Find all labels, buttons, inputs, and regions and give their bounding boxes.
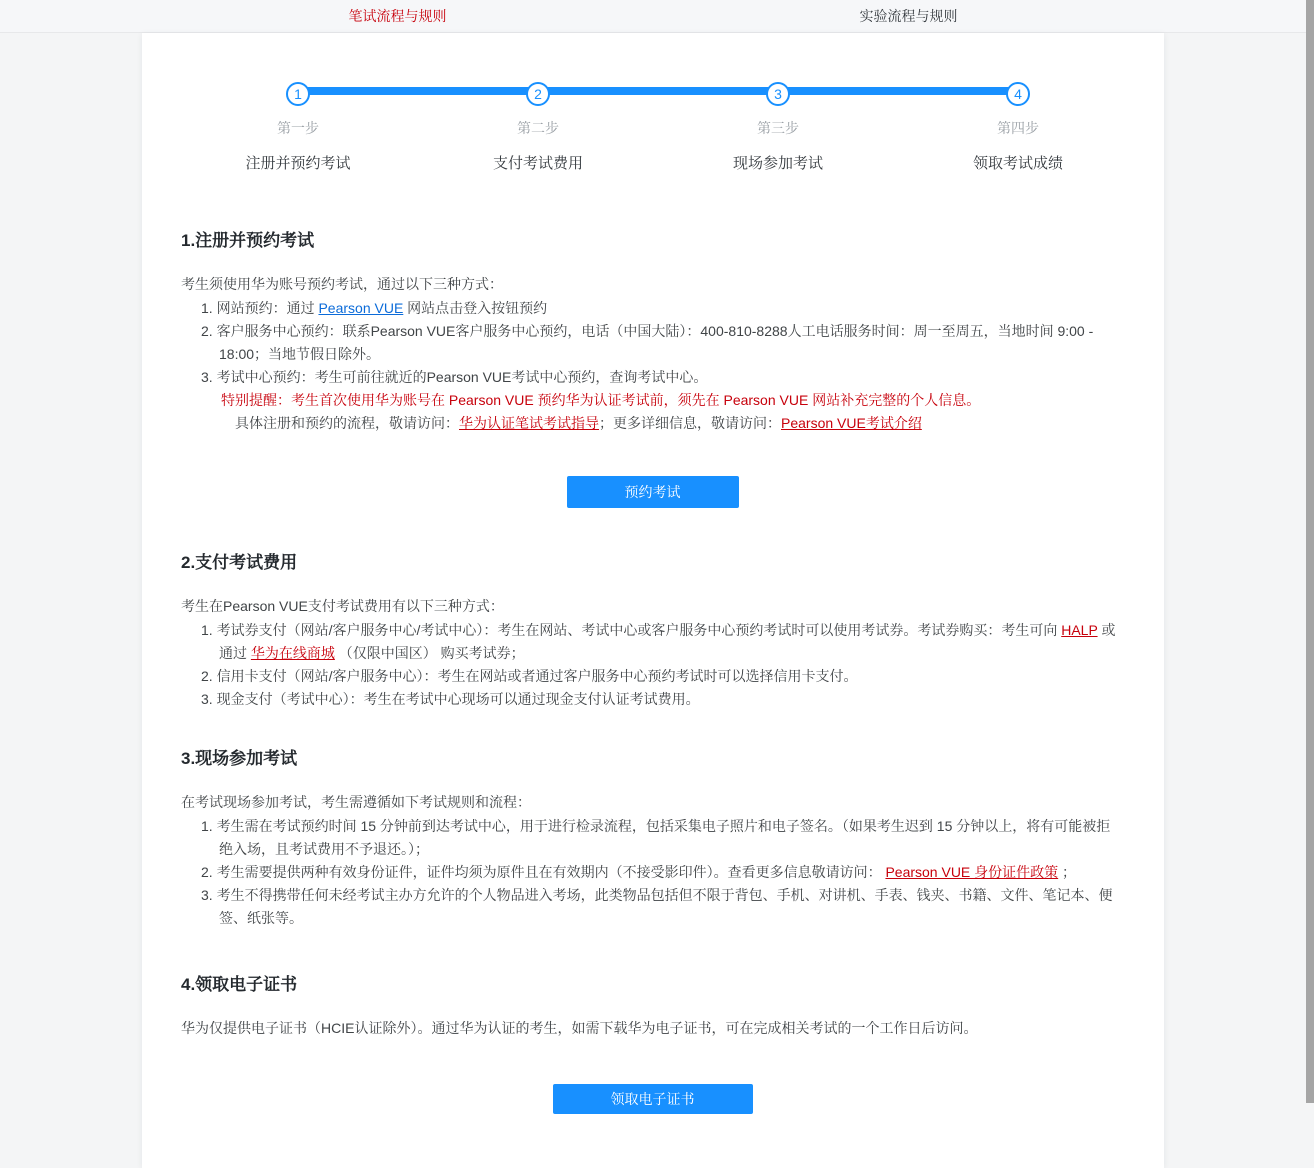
step-4-circle: 4 [1006,82,1030,106]
step-2-circle: 2 [526,82,550,106]
list-item-cash-payment: 3. 现金支付（考试中心）：考生在考试中心现场可以通过现金支付认证考试费用。 [201,691,700,707]
list-item-test-center-booking: 3. 考试中心预约：考生可前往就近的Pearson VUE考试中心预约，查询考试中心。 [201,369,708,385]
main-content [142,226,1164,1168]
list-item-voucher-payment [201,619,1124,665]
section-2-heading: 2.支付考试费用 [181,553,298,572]
id-policy-link[interactable]: Pearson VUE 身份证件政策 [885,864,1059,880]
get-certificate-button[interactable]: 领取电子证书 [553,1084,753,1114]
item-text: 2. 考生需要提供两种有效身份证件，证件均须为原件且在有效期内（不接受影印件）。查看更多信息敬请访问： [201,864,886,880]
item-text: 具体注册和预约的流程，敬请访问： [235,415,459,431]
huawei-online-store-link[interactable]: 华为在线商城 [250,645,335,661]
section-4-paragraph: 华为仅提供电子证书（HCIE认证除外）。通过华为认证的考生，如需下载华为电子证书，可在完成相关考试的一个工作日后访问。 [181,1020,978,1036]
content-card [142,33,1164,1168]
step-2-label: 第二步 [517,120,559,136]
item-text: ； [1058,864,1077,880]
step-3-circle: 3 [766,82,790,106]
item-text: ；更多详细信息，敬请访问： [599,415,781,431]
section-2-intro: 考生在Pearson VUE支付考试费用有以下三种方式： [181,598,504,614]
written-exam-guide-link[interactable]: 华为认证笔试考试指导 [459,415,599,431]
item-text: 1. 网站预约：通过 [201,300,319,316]
step-1-circle: 1 [286,82,310,106]
step-1-label: 第一步 [277,120,319,136]
step-3-label: 第三步 [757,120,799,136]
stepper-step-1 [188,82,408,173]
special-reminder-text: 特别提醒：考生首次使用华为账号在 Pearson VUE 预约华为认证考试前，须先在 Pearson VUE 网站补充完整的个人信息。 [221,392,981,408]
list-item-arrival-rule: 1. 考生需在考试预约时间 15 分钟前到达考试中心，用于进行检录流程，包括采集电子照片和电子签名。（如果考生迟到 15 分钟以上，将有可能被拒绝入场，且考试费用不予退还。）； [201,818,1111,857]
stepper-step-3 [668,82,888,173]
reserve-exam-button[interactable]: 预约考试 [567,476,739,508]
step-4-title: 领取考试成绩 [972,155,1063,172]
section-3-list [201,815,1124,930]
tab-bar [0,0,1306,33]
list-item-personal-items-rule: 3. 考生不得携带任何未经考试主办方允许的个人物品进入考场，此类物品包括但不限于背包、手机、对讲机、手表、钱夹、书籍、文件、笔记本、便签、纸张等。 [201,887,1113,926]
pearson-vue-exam-intro-link[interactable]: Pearson VUE考试介绍 [781,415,922,431]
step-2-title: 支付考试费用 [492,155,583,172]
stepper-step-2 [428,82,648,173]
section-3-heading: 3.现场参加考试 [181,749,298,768]
item-text: 网站点击登入按钮预约 [403,300,548,316]
section-2-list [201,619,1124,711]
list-item-id-rule [201,861,1124,884]
pearson-vue-link[interactable]: Pearson VUE [318,300,404,316]
item-text: 或通过 [219,622,1116,661]
list-item-website-booking [201,297,1124,320]
item-text: （仅限中国区） 购买考试券； [334,645,525,661]
section-1-list [201,297,1124,435]
item-text: 1. 考试券支付（网站/客户服务中心/考试中心）：考生在网站、考试中心或客户服务中心预约考试时可以使用考试券。考试券购买：考生可向 [201,622,1062,638]
section-3-intro: 在考试现场参加考试，考生需遵循如下考试规则和流程： [181,794,531,810]
tab-group [142,0,1164,32]
section-4-heading: 4.领取电子证书 [181,975,298,994]
tab-lab-exam-process[interactable]: 实验流程与规则 [859,8,958,24]
progress-stepper [142,33,1164,193]
tab-written-exam-process[interactable]: 笔试流程与规则 [348,8,447,24]
more-info-line [235,412,1124,435]
stepper-step-4 [908,82,1128,173]
list-item-service-center-booking: 2. 客户服务中心预约：联系Pearson VUE客户服务中心预约，电话（中国大陆）：400-810-8288人工电话服务时间：周一至周五，当地时间 9:00 - 18:00；当地节假日除外。 [201,323,1094,362]
vertical-scrollbar[interactable] [1306,0,1314,1103]
step-4-label: 第四步 [997,120,1039,136]
list-item-credit-card-payment: 2. 信用卡支付（网站/客户服务中心）：考生在网站或者通过客户服务中心预约考试时可以选择信用卡支付。 [201,668,858,684]
step-3-title: 现场参加考试 [732,155,823,172]
halp-link[interactable]: HALP [1061,622,1098,638]
section-1-intro: 考生须使用华为账号预约考试，通过以下三种方式： [181,276,503,292]
step-1-title: 注册并预约考试 [245,155,351,172]
section-1-heading: 1.注册并预约考试 [181,231,315,250]
